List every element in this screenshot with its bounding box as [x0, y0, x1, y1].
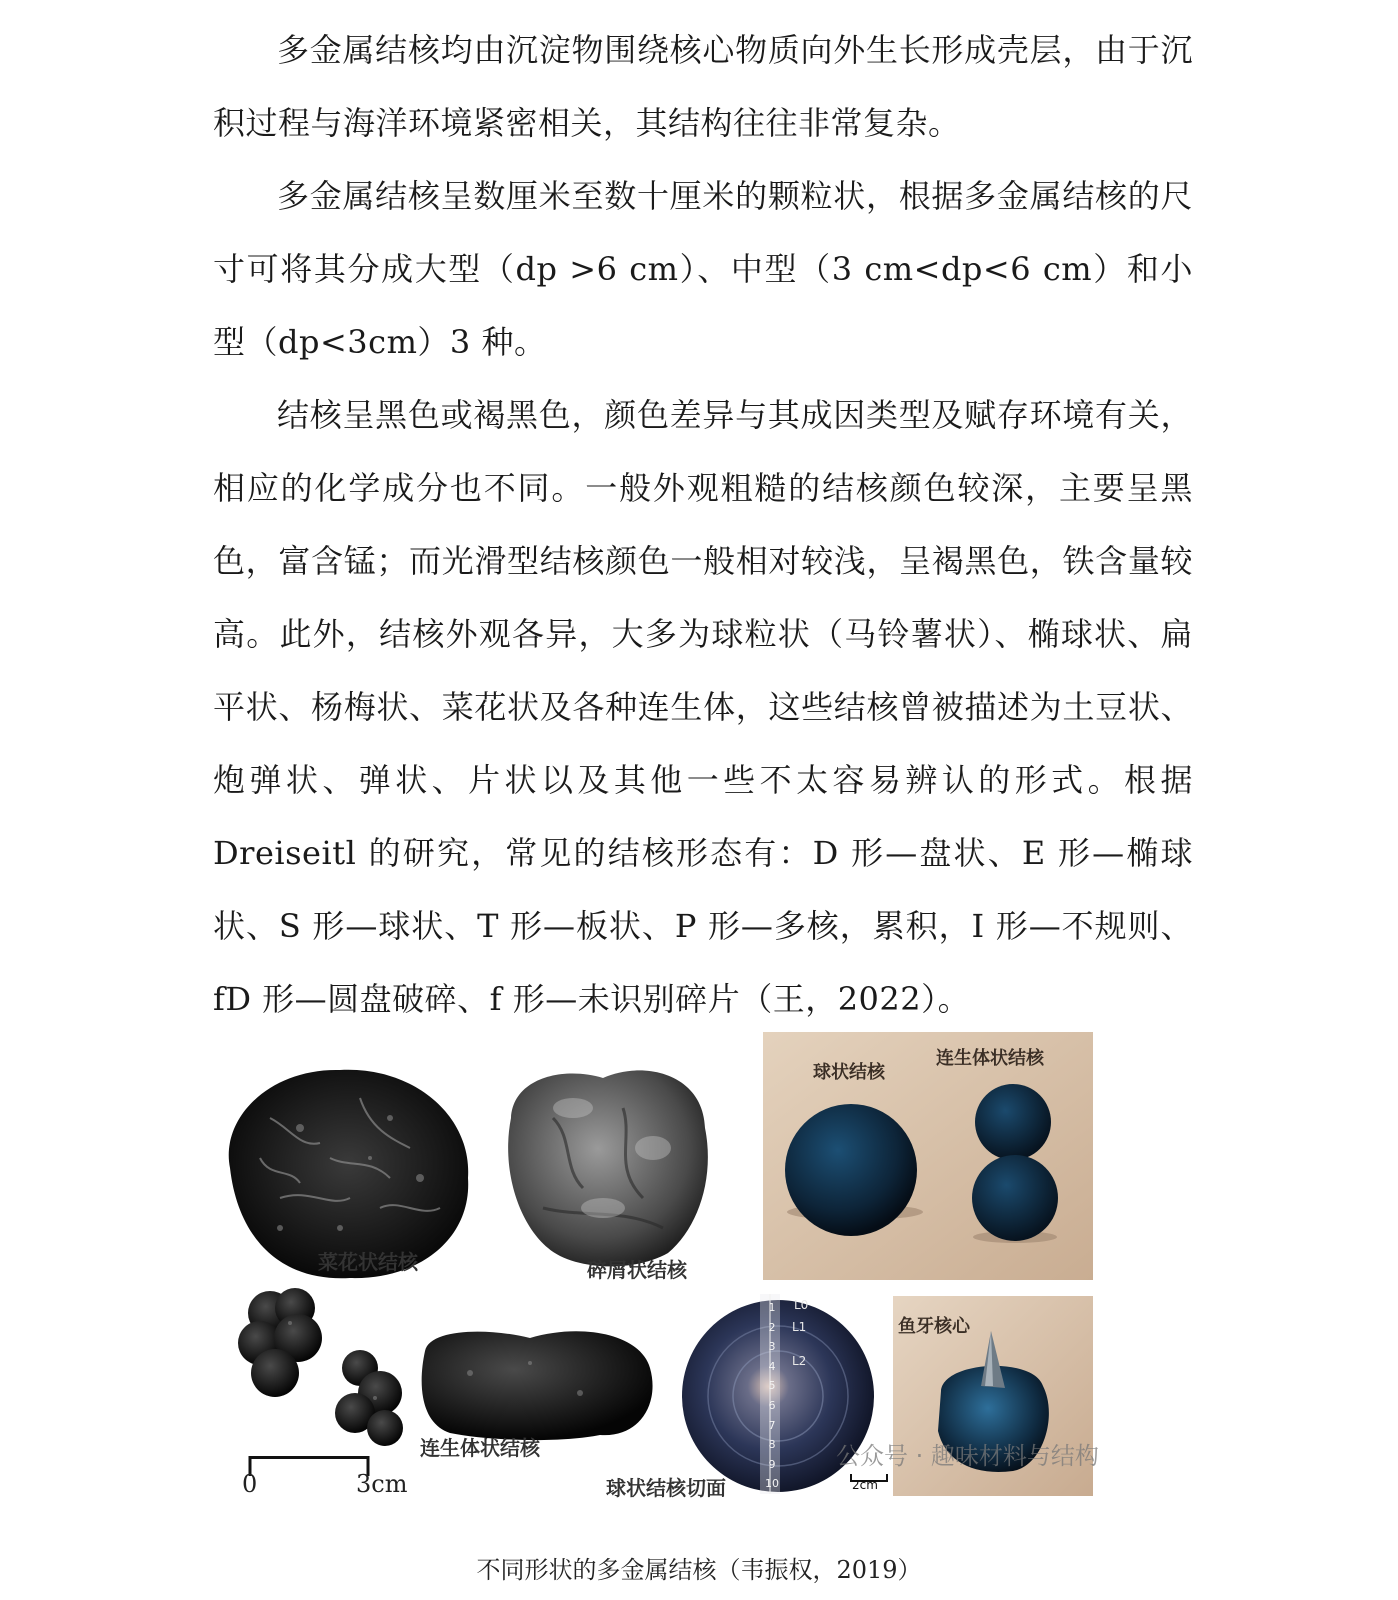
- section-ruler: [761, 1298, 783, 1494]
- label-conjoined-top: 连生体状结核: [936, 1048, 1044, 1069]
- label-conjoined-bottom: 连生体状结核: [420, 1436, 540, 1460]
- detrital-nodule-photo: [493, 1058, 718, 1278]
- scale-three-cm-label: 3cm: [356, 1470, 408, 1498]
- section-layer-l2: L2: [792, 1354, 807, 1368]
- ruler-mark: 7: [768, 1418, 776, 1432]
- ruler-mark: 4: [768, 1359, 776, 1373]
- paragraph-3: 结核呈黑色或褐黑色，颜色差异与其成因类型及赋存环境有关，相应的化学成分也不同。一般外观粗糙的结核颜色较深，主要呈黑色，富含锰；而光滑型结核颜色一般相对较浅，呈褐黑色，铁含量较高。此外，结核外观各异，大多为球粒状（马铃薯状）、椭球状、扁平状、杨梅状、菜花状及各种连生体，这些结核曾被描述为土豆状、炮弹状、弹状、片状以及其他一些不太容易辨认的形式。根据 Dreiseitl 的研究，常见的结核形态有：D 形—盘状、E 形—椭球状、S 形—球状、T 形—板状、P 形—多核，累积，I 形—不规则、fD 形—圆盘破碎、f 形—未识别碎片（王，2022）。: [213, 396, 1193, 1018]
- ruler-mark: 5: [768, 1379, 776, 1393]
- scale-bar: [248, 1456, 370, 1478]
- ruler-mark: 6: [768, 1398, 776, 1412]
- label-spherical: 球状结核: [813, 1062, 885, 1083]
- nodule-figure: [210, 1048, 1135, 1533]
- paragraph-1: 多金属结核均由沉淀物围绕核心物质向外生长形成壳层，由于沉积过程与海洋环境紧密相关，其结构往往非常复杂。: [213, 31, 1193, 142]
- article-body: [213, 14, 1193, 1036]
- watermark-text: 公众号 · 趣味材料与结构: [836, 1442, 1099, 1470]
- label-detrital: 碎屑状结核: [587, 1258, 687, 1282]
- label-cauliflower: 菜花状结核: [318, 1250, 418, 1274]
- ruler-mark: 10: [765, 1477, 779, 1491]
- ruler-mark: 1: [768, 1301, 776, 1314]
- figure-caption: 不同形状的多金属结核（韦振权，2019）: [476, 1556, 922, 1584]
- ruler-mark: 3: [768, 1340, 776, 1354]
- ruler-mark: 2: [768, 1320, 776, 1334]
- label-section: 球状结核切面: [606, 1476, 726, 1500]
- scale-zero-label: 0: [242, 1470, 258, 1498]
- ruler-mark: 9: [768, 1457, 776, 1471]
- section-layer-l1: L1: [792, 1320, 807, 1334]
- label-fish-tooth: 鱼牙核心: [898, 1316, 970, 1337]
- ruler-mark: 8: [768, 1438, 776, 1452]
- scale-two-cm-label: 2cm: [852, 1478, 878, 1492]
- section-layer-l0: L0: [794, 1298, 809, 1312]
- paragraph-2: 多金属结核呈数厘米至数十厘米的颗粒状，根据多金属结核的尺寸可将其分成大型（dp >6 cm）、中型（3 cm<dp<6 cm）和小型（dp<3cm）3 种。: [213, 177, 1193, 361]
